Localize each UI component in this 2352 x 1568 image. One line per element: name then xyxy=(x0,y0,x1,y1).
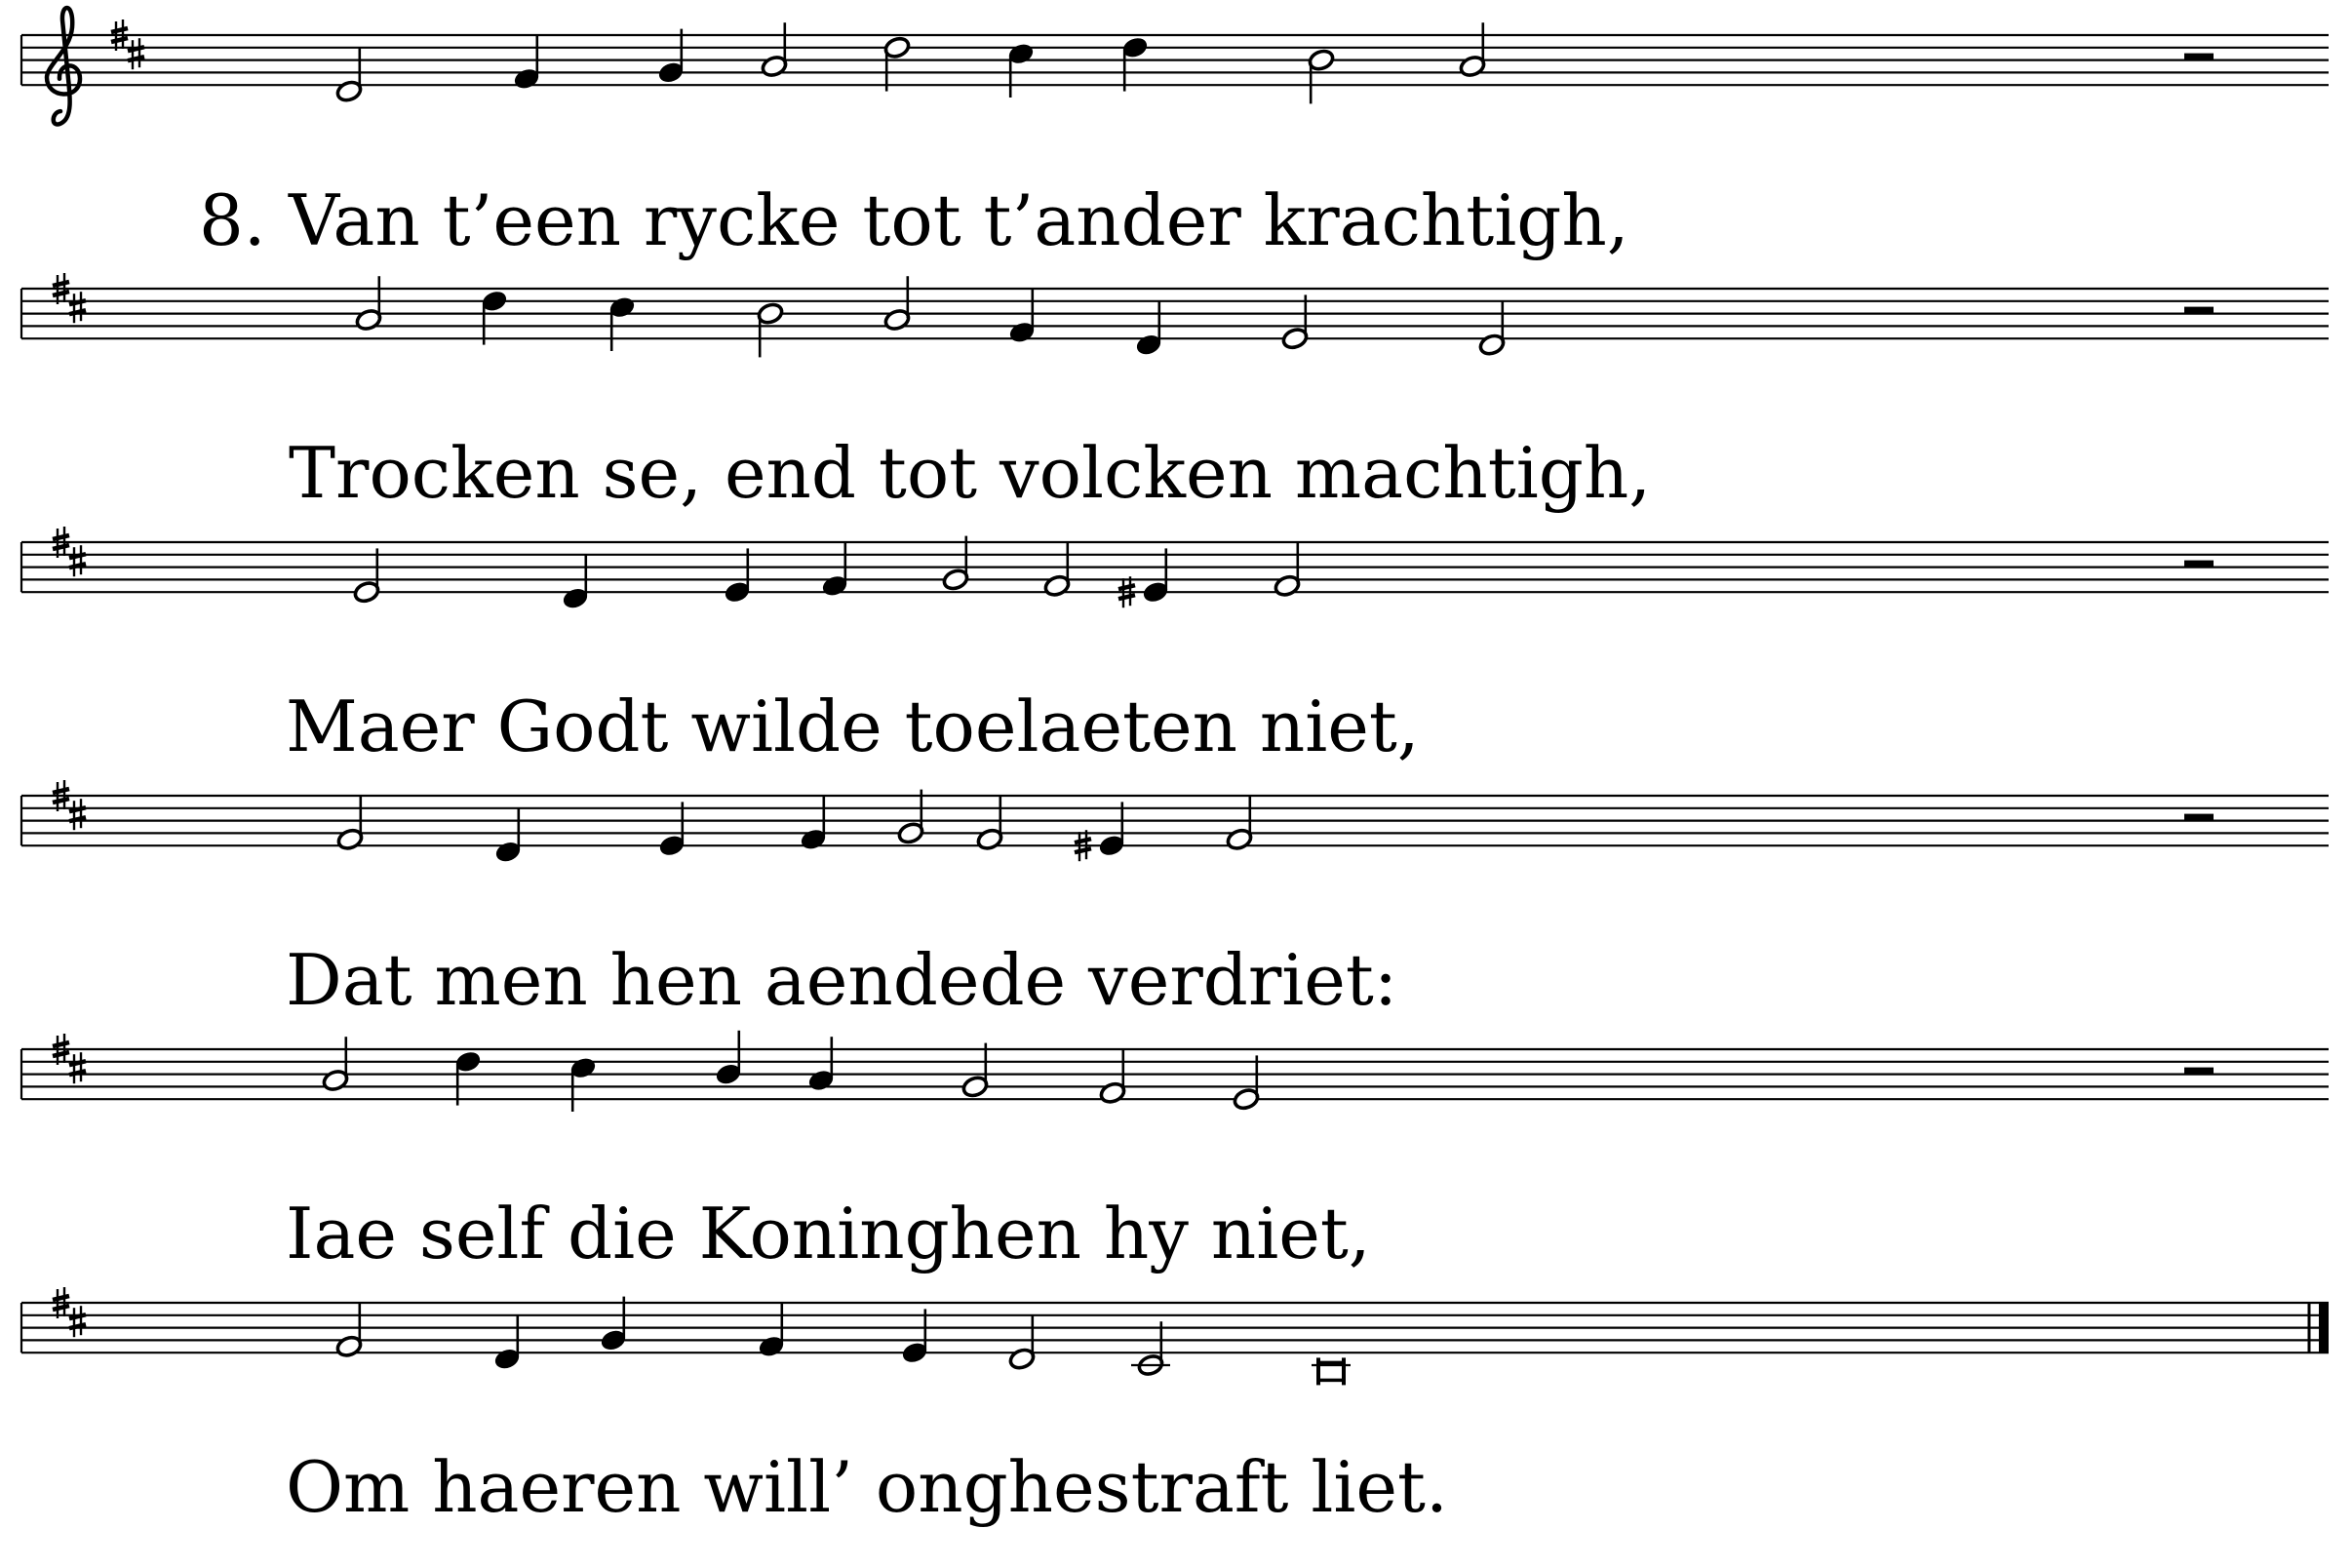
note xyxy=(1318,1357,1344,1385)
note xyxy=(961,1043,990,1099)
half-rest-icon xyxy=(2184,54,2214,60)
note xyxy=(807,1037,836,1092)
note xyxy=(1135,301,1163,357)
note xyxy=(1121,35,1150,91)
verse-number: 8. xyxy=(199,179,266,261)
key-sharp-c-icon xyxy=(128,38,144,69)
note xyxy=(757,301,785,357)
staff-system xyxy=(21,273,2329,514)
note xyxy=(454,1049,483,1105)
note xyxy=(1478,301,1507,357)
half-rest-icon xyxy=(2184,814,2214,821)
note xyxy=(1226,796,1254,851)
note xyxy=(1459,22,1487,78)
note xyxy=(821,542,849,598)
note xyxy=(901,1309,929,1364)
half-rest-icon xyxy=(2184,1068,2214,1075)
note xyxy=(335,48,364,103)
note xyxy=(322,1037,350,1092)
note xyxy=(761,22,789,78)
note xyxy=(1098,802,1126,857)
note xyxy=(600,1297,628,1352)
note xyxy=(758,1303,786,1358)
note xyxy=(1008,1315,1037,1371)
lyric-line: Maer Godt wilde toelaeten niet, xyxy=(286,686,1420,767)
note xyxy=(1099,1049,1127,1105)
note xyxy=(608,295,637,351)
note xyxy=(1008,289,1037,344)
note xyxy=(883,276,912,332)
note xyxy=(335,1303,364,1358)
key-sharp-c-icon xyxy=(69,545,86,576)
note xyxy=(1142,548,1170,604)
note xyxy=(657,29,686,85)
note xyxy=(493,1315,522,1371)
key-sharp-c-icon xyxy=(69,799,86,830)
note xyxy=(897,790,925,845)
note xyxy=(562,555,590,610)
note xyxy=(494,808,523,864)
final-barline-icon xyxy=(2319,1303,2329,1352)
lyric-line: Van t’een rycke tot t’ander krachtigh, xyxy=(289,179,1629,261)
staff-system xyxy=(21,1031,2329,1274)
note xyxy=(1281,294,1310,350)
note xyxy=(481,289,509,344)
lyric-line: Om haeren will’ onghestraft liet. xyxy=(286,1446,1448,1528)
note xyxy=(715,1031,743,1086)
note xyxy=(800,796,828,851)
note xyxy=(513,35,541,91)
note xyxy=(1308,48,1336,103)
half-rest-icon xyxy=(2184,307,2214,314)
note xyxy=(353,548,381,604)
note xyxy=(976,796,1004,851)
lyric-line: Dat men hen aendede verdriet: xyxy=(286,939,1398,1021)
lyric-line: Iae self die Koninghen hy niet, xyxy=(286,1193,1371,1274)
key-sharp-c-icon xyxy=(69,1052,86,1083)
note xyxy=(1233,1055,1261,1111)
key-sharp-c-icon xyxy=(69,292,86,323)
lyric-line: Trocken se, end tot volcken machtigh, xyxy=(289,432,1652,514)
staff-system xyxy=(21,780,2329,1021)
note xyxy=(336,796,365,851)
note xyxy=(1137,1321,1165,1377)
note xyxy=(942,536,970,592)
note xyxy=(1043,542,1072,598)
staff-system xyxy=(21,8,2329,261)
note xyxy=(883,35,912,91)
half-rest-icon xyxy=(2184,561,2214,568)
note xyxy=(1007,42,1036,98)
note xyxy=(355,276,383,332)
note xyxy=(724,548,752,604)
treble-clef-icon xyxy=(47,8,80,124)
staff-systems xyxy=(21,8,2329,1528)
key-sharp-c-icon xyxy=(69,1306,86,1337)
note xyxy=(658,802,686,857)
staff-system xyxy=(21,527,2329,767)
staff-system xyxy=(21,1287,2329,1528)
note xyxy=(1274,542,1302,598)
note xyxy=(569,1056,598,1112)
